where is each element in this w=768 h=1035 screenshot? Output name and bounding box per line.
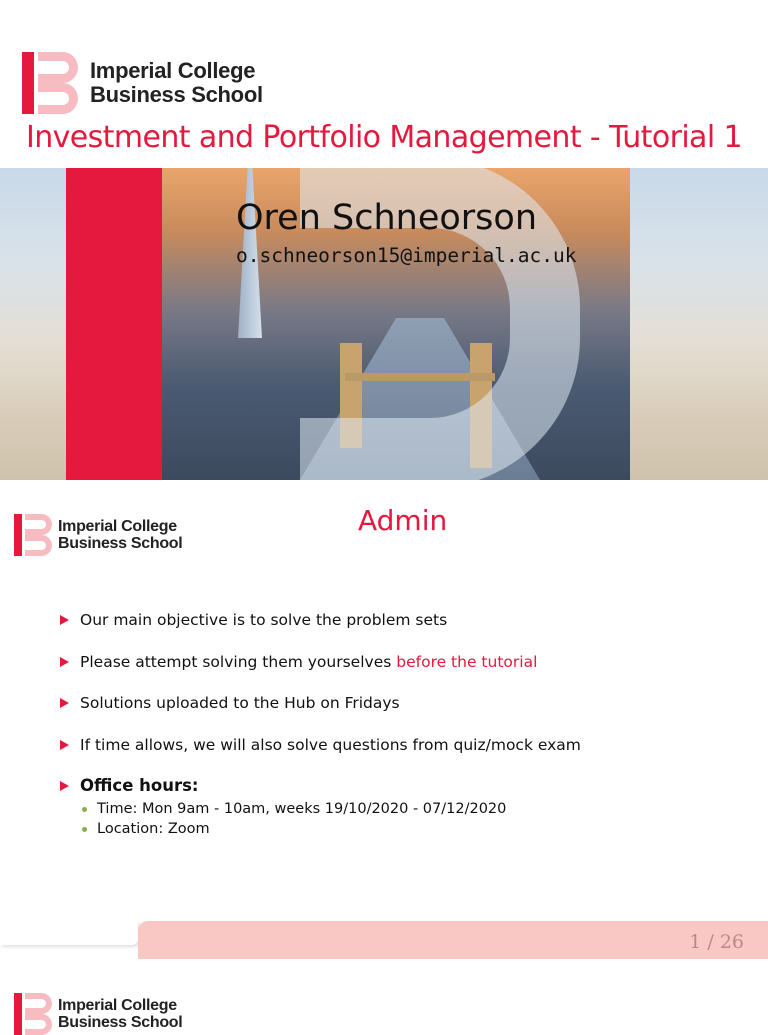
list-item-office-hours — [60, 775, 740, 797]
red-brand-bar — [66, 168, 162, 480]
triangle-bullet-icon — [60, 615, 69, 625]
triangle-bullet-icon — [60, 657, 69, 667]
page-number: 1 / 26 — [689, 931, 744, 953]
bullet-list — [60, 609, 740, 839]
author-email[interactable]: o.schneorson15@imperial.ac.uk — [236, 244, 577, 267]
presentation-title: Investment and Portfolio Management - Tutorial 1 — [25, 120, 742, 155]
logo-line-1: Imperial College — [58, 997, 177, 1014]
list-item — [60, 692, 740, 714]
triangle-bullet-icon — [60, 698, 69, 708]
slide-footer — [138, 921, 768, 959]
triangle-bullet-icon — [60, 781, 69, 791]
imperial-b-mark-icon — [14, 993, 52, 1035]
list-item — [60, 734, 740, 756]
sub-bullet-text: Time: Mon 9am - 10am, weeks 19/10/2020 - 07/12/2020 — [97, 801, 507, 817]
highlighted-text: before the tutorial — [396, 652, 538, 671]
logo-wordmark — [58, 997, 182, 1031]
bullet-text: Office hours: — [80, 776, 199, 795]
logo-line-2: Business School — [58, 535, 183, 552]
logo-line-2: Business School — [90, 82, 263, 107]
imperial-logo-small — [14, 514, 182, 556]
logo-wordmark — [90, 59, 263, 107]
hero-banner — [0, 168, 768, 480]
imperial-b-mark-icon — [22, 52, 78, 114]
dot-bullet-icon — [82, 827, 87, 832]
logo-wordmark — [58, 518, 182, 552]
imperial-logo — [22, 52, 263, 114]
imperial-b-mark-icon — [14, 514, 52, 556]
logo-line-1: Imperial College — [58, 518, 177, 535]
sub-bullet-text: Location: Zoom — [97, 821, 210, 837]
author-name: Oren Schneorson — [236, 198, 538, 238]
logo-line-1: Imperial College — [90, 58, 256, 83]
logo-line-2: Business School — [58, 1014, 183, 1031]
sub-list-item — [60, 819, 740, 839]
footer-left-tab — [0, 921, 138, 945]
imperial-logo-small — [14, 993, 182, 1035]
slide-title: Admin — [358, 504, 448, 537]
bullet-text: Please attempt solving them yourselves — [80, 652, 397, 671]
sub-list-item — [60, 799, 740, 819]
bullet-text: If time allows, we will also solve questions from quiz/mock exam — [80, 735, 581, 754]
bullet-text: Our main objective is to solve the problem sets — [80, 611, 448, 629]
triangle-bullet-icon — [60, 740, 69, 750]
list-item — [60, 651, 740, 673]
dot-bullet-icon — [82, 807, 87, 812]
list-item — [60, 609, 740, 631]
bullet-text: Solutions uploaded to the Hub on Fridays — [80, 694, 400, 712]
